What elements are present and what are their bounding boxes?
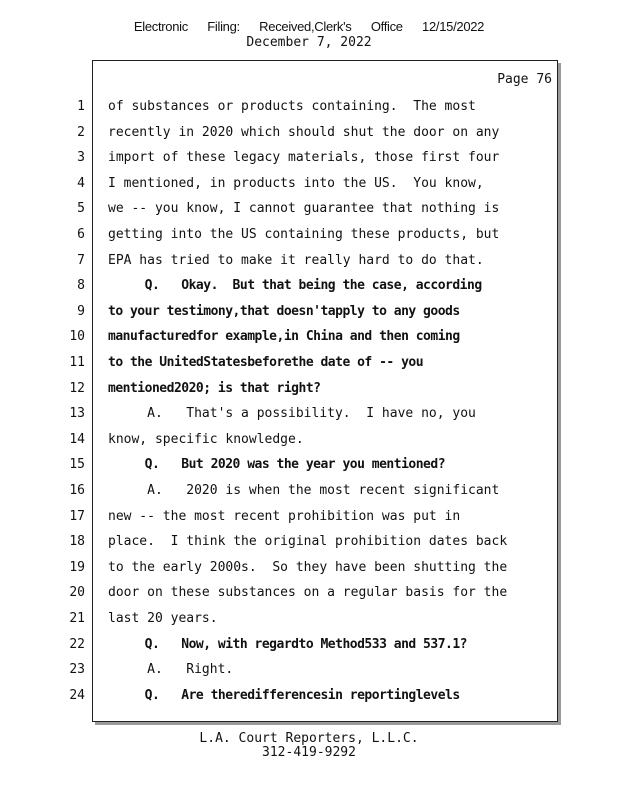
filing-stamp — [0, 19, 618, 34]
line-number: 21 — [69, 611, 85, 626]
line-number: 1 — [77, 99, 85, 114]
stamp-word: Filing: — [207, 19, 240, 34]
stamp-word: Office — [370, 19, 403, 34]
line-number: 9 — [77, 303, 85, 319]
line-text: A. Right. — [108, 662, 234, 678]
line-number: 19 — [69, 559, 85, 575]
transcript-line — [69, 633, 557, 659]
transcript-line — [69, 581, 557, 607]
line-number: 23 — [69, 662, 85, 678]
line-text: Q. Are theredifferencesin reportinglevels — [108, 687, 460, 703]
line-text: Q. Okay. But that being the case, according — [108, 278, 482, 294]
line-text: door on these substances on a regular basis for the — [108, 585, 508, 601]
line-text: know, specific knowledge. — [108, 431, 304, 447]
line-number: 8 — [77, 278, 85, 294]
line-number: 7 — [77, 252, 85, 268]
transcript-line — [77, 197, 557, 223]
transcript-line — [69, 505, 557, 531]
transcript-page — [69, 60, 558, 722]
reporter-phone: 312-419-9292 — [262, 745, 356, 760]
transcript-line — [69, 453, 557, 479]
line-text: recently in 2020 which should shut the door on any — [108, 124, 500, 140]
line-text: Q. Now, with regardto Method533 and 537.1? — [108, 636, 468, 652]
line-text: A. That's a possibility. I have no, you — [108, 406, 476, 422]
line-number: 12 — [69, 380, 85, 396]
reporter-company: L.A. Court Reporters, L.L.C. — [199, 731, 419, 746]
line-text: A. 2020 is when the most recent significant — [108, 483, 500, 498]
transcript-line — [69, 607, 557, 633]
deposition-date: December 7, 2022 — [246, 35, 372, 50]
line-number: 2 — [77, 124, 85, 140]
line-text: getting into the US containing these products, but — [108, 227, 500, 242]
line-number: 4 — [77, 175, 85, 191]
line-text: EPA has tried to make it really hard to do that. — [108, 252, 484, 268]
footer — [0, 732, 618, 760]
transcript-line — [77, 223, 557, 249]
line-number: 24 — [69, 687, 85, 703]
line-text: to the UnitedStatesbeforethe date of -- you — [108, 355, 424, 370]
line-text: import of these legacy materials, those first four — [108, 150, 500, 166]
transcript-line — [69, 377, 557, 403]
transcript-line — [77, 300, 557, 326]
line-text: to your testimony,that doesn'tapply to any goods — [108, 303, 460, 319]
line-text: of substances or products containing. The most — [108, 99, 476, 114]
stamp-word: Electronic — [133, 19, 188, 34]
transcript-line — [69, 325, 557, 351]
line-text: I mentioned, in products into the US. You know, — [108, 175, 484, 191]
transcript-line — [77, 146, 557, 172]
line-text: mentioned2020; is that right? — [108, 380, 321, 396]
line-text: last 20 years. — [108, 611, 218, 626]
transcript-line — [77, 249, 557, 275]
line-number: 15 — [69, 457, 85, 473]
line-text: Q. But 2020 was the year you mentioned? — [108, 457, 446, 473]
transcript-line — [69, 428, 557, 454]
transcript-line — [69, 530, 557, 556]
line-text: new -- the most recent prohibition was put in — [108, 508, 461, 524]
transcript-line — [77, 95, 557, 121]
line-number: 6 — [77, 227, 85, 242]
line-number: 16 — [69, 483, 85, 498]
line-number: 18 — [69, 534, 85, 550]
stamp-word: Received,Clerk's — [259, 19, 352, 34]
line-number: 22 — [69, 636, 85, 652]
line-number: 13 — [69, 406, 85, 422]
line-number: 5 — [77, 201, 85, 217]
line-text: we -- you know, I cannot guarantee that nothing is — [108, 201, 500, 217]
page-number: Page 76 — [497, 72, 552, 87]
line-number: 20 — [69, 585, 85, 601]
line-number: 14 — [69, 431, 85, 447]
transcript-line — [77, 172, 557, 198]
transcript-line — [77, 274, 557, 300]
line-number: 3 — [77, 150, 85, 166]
line-text: manufacturedfor example,in China and then coming — [108, 329, 460, 345]
transcript-line — [69, 479, 557, 505]
transcript-line — [69, 402, 557, 428]
transcript-line — [77, 121, 557, 147]
transcript-line — [69, 684, 557, 710]
transcript-line — [69, 658, 557, 684]
line-number: 11 — [69, 355, 85, 370]
line-text: place. I think the original prohibition dates back — [108, 534, 508, 550]
transcript-line — [69, 556, 557, 582]
line-number: 17 — [69, 508, 85, 524]
transcript-line — [69, 351, 557, 377]
line-number: 10 — [69, 329, 85, 345]
stamp-word: 12/15/2022 — [422, 19, 485, 34]
line-text: to the early 2000s. So they have been shutting the — [108, 559, 508, 575]
